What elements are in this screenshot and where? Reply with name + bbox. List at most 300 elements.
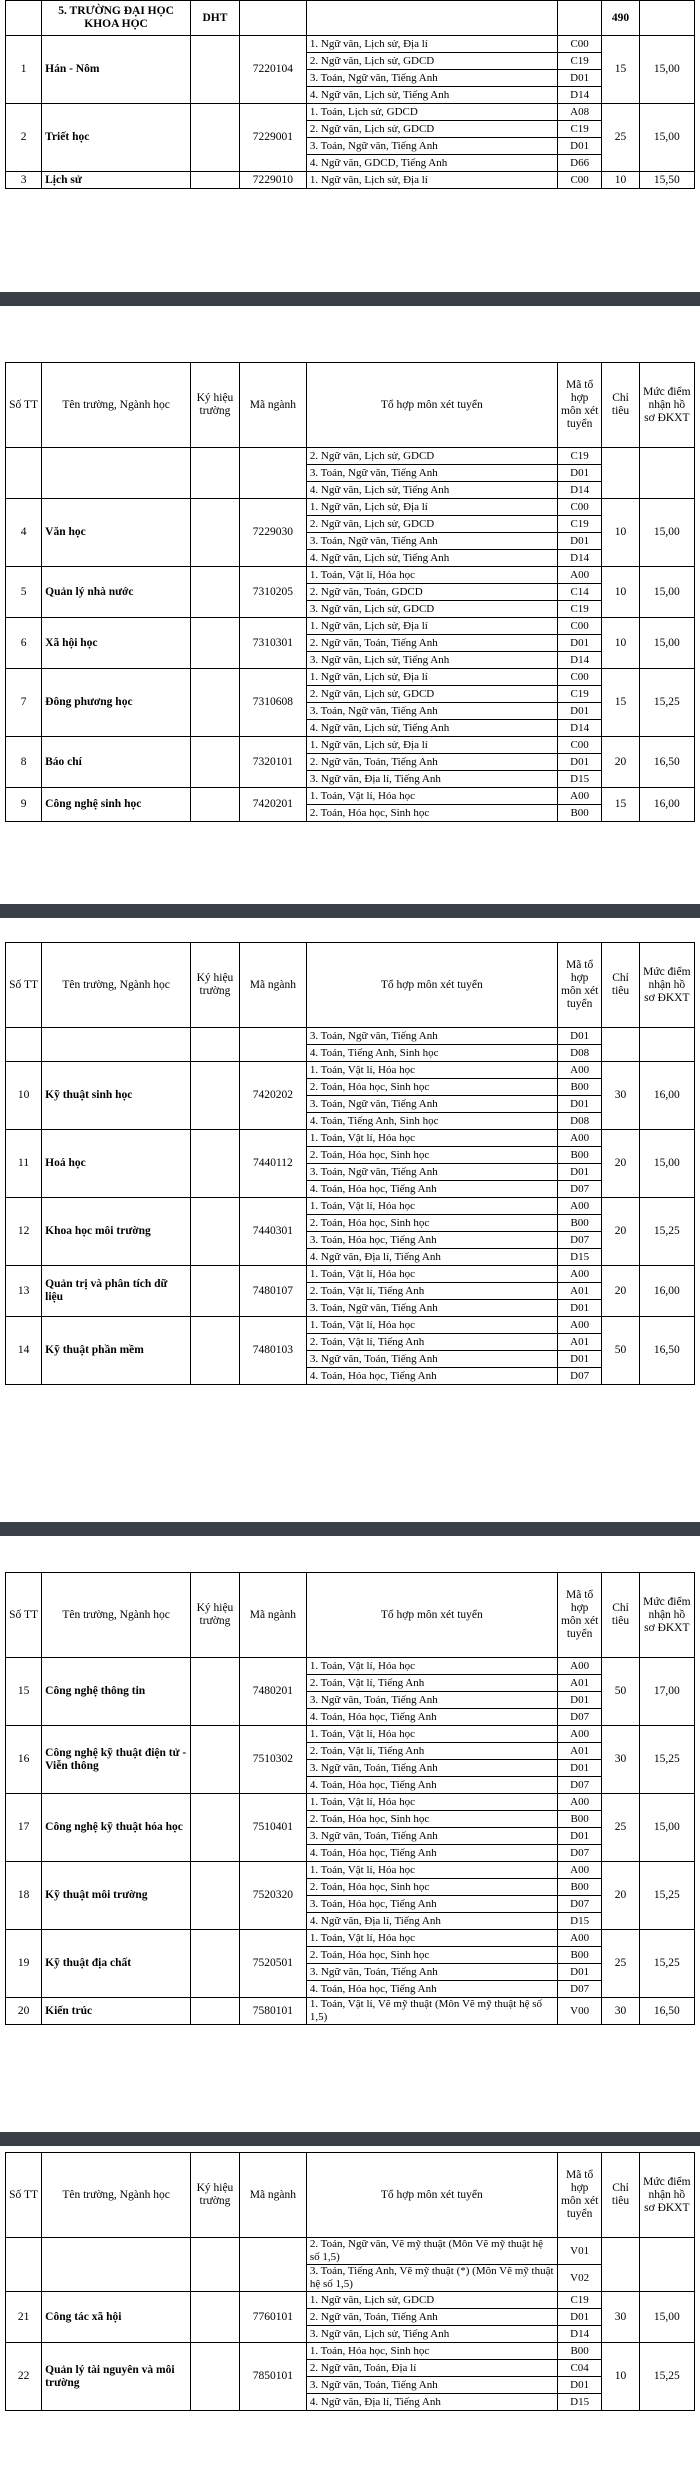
continuation-name xyxy=(42,2238,191,2292)
combo-name: 2. Ngữ văn, Toán, GDCD xyxy=(306,584,557,601)
combo-code: D14 xyxy=(557,652,602,669)
combo-name: 4. Ngữ văn, Địa lí, Tiếng Anh xyxy=(306,2394,557,2411)
major-stt: 5 xyxy=(6,567,42,618)
table-row xyxy=(6,1930,695,1947)
admission-table xyxy=(5,2152,695,2411)
combo-name: 1. Toán, Vật lí, Hóa học xyxy=(306,1198,557,1215)
major-code: 7850101 xyxy=(239,2343,306,2411)
header-stt: Số TT xyxy=(6,363,42,448)
combo-name: 3. Toán, Ngữ văn, Tiếng Anh xyxy=(306,70,557,87)
combo-name: 1. Ngữ văn, Lịch sử, Địa lí xyxy=(306,172,557,189)
combo-code: A01 xyxy=(557,1283,602,1300)
major-score: 15,25 xyxy=(639,1726,694,1794)
combo-code: D07 xyxy=(557,1777,602,1794)
major-name: Công tác xã hội xyxy=(42,2292,191,2343)
major-code: 7760101 xyxy=(239,2292,306,2343)
major-name: Công nghệ thông tin xyxy=(42,1658,191,1726)
major-symbol xyxy=(190,2343,239,2411)
school-code: DHT xyxy=(190,1,239,36)
table-row xyxy=(6,1317,695,1334)
major-symbol xyxy=(190,172,239,189)
header-combo_code: Mã tổ hợp môn xét tuyển xyxy=(557,363,602,448)
combo-name: 4. Ngữ văn, Địa lí, Tiếng Anh xyxy=(306,1913,557,1930)
combo-name: 4. Toán, Hóa học, Tiếng Anh xyxy=(306,1368,557,1385)
combo-name: 3. Ngữ văn, Toán, Tiếng Anh xyxy=(306,1828,557,1845)
combo-name: 1. Toán, Vật lí, Hóa học xyxy=(306,1794,557,1811)
header-score: Mức điểm nhận hồ sơ ĐKXT xyxy=(639,1573,694,1658)
continuation-name xyxy=(42,1028,191,1062)
combo-name: 2. Toán, Hóa học, Sinh học xyxy=(306,1811,557,1828)
table-row xyxy=(6,499,695,516)
page-separator xyxy=(0,904,700,918)
major-symbol xyxy=(190,669,239,737)
table-row xyxy=(6,567,695,584)
combo-code: D14 xyxy=(557,2326,602,2343)
combo-name: 1. Toán, Vật lí, Hóa học xyxy=(306,1930,557,1947)
major-score: 16,00 xyxy=(639,788,694,822)
continuation-quota xyxy=(602,1028,639,1062)
major-symbol xyxy=(190,104,239,172)
combo-code: B00 xyxy=(557,1811,602,1828)
major-code: 7320101 xyxy=(239,737,306,788)
header-symbol: Ký hiệu trường xyxy=(190,2153,239,2238)
page-separator xyxy=(0,292,700,306)
major-score: 15,00 xyxy=(639,1130,694,1198)
major-score: 15,00 xyxy=(639,499,694,567)
major-stt: 2 xyxy=(6,104,42,172)
major-symbol xyxy=(190,1658,239,1726)
major-stt: 12 xyxy=(6,1198,42,1266)
combo-code: A08 xyxy=(557,104,602,121)
header-combo_code: Mã tổ hợp môn xét tuyển xyxy=(557,1573,602,1658)
school-score xyxy=(639,1,694,36)
combo-code: A00 xyxy=(557,1658,602,1675)
combo-name: 1. Toán, Vật lí, Hóa học xyxy=(306,1658,557,1675)
combo-code: D15 xyxy=(557,1913,602,1930)
combo-name: 3. Toán, Tiếng Anh, Vẽ mỹ thuật (*) (Môn Vẽ mỹ thuật hệ số 1,5) xyxy=(306,2265,557,2292)
combo-code: C00 xyxy=(557,737,602,754)
header-combo_code: Mã tổ hợp môn xét tuyển xyxy=(557,943,602,1028)
combo-code: D07 xyxy=(557,1845,602,1862)
table-header-row xyxy=(6,1573,695,1658)
combo-code: C04 xyxy=(557,2360,602,2377)
major-stt: 3 xyxy=(6,172,42,189)
combo-code: D08 xyxy=(557,1045,602,1062)
combo-code: A00 xyxy=(557,1862,602,1879)
header-code: Mã ngành xyxy=(239,1573,306,1658)
major-score: 15,00 xyxy=(639,104,694,172)
table-row xyxy=(6,1794,695,1811)
table-row xyxy=(6,1062,695,1079)
table-row xyxy=(6,172,695,189)
combo-code: C19 xyxy=(557,686,602,703)
combo-name: 1. Toán, Vật lí, Vẽ mỹ thuật (Môn Vẽ mỹ thuật hệ số 1,5) xyxy=(306,1998,557,2025)
continuation-quota xyxy=(602,448,639,499)
combo-name: 4. Toán, Hóa học, Tiếng Anh xyxy=(306,1777,557,1794)
major-quota: 50 xyxy=(602,1317,639,1385)
major-stt: 21 xyxy=(6,2292,42,2343)
table-row xyxy=(6,104,695,121)
major-code: 7420201 xyxy=(239,788,306,822)
combo-name: 2. Ngữ văn, Lịch sử, GDCD xyxy=(306,686,557,703)
major-name: Công nghệ kỹ thuật điện tử - Viễn thông xyxy=(42,1726,191,1794)
combo-code: D01 xyxy=(557,1760,602,1777)
table-row xyxy=(6,36,695,53)
combo-code: V02 xyxy=(557,2265,602,2292)
header-symbol: Ký hiệu trường xyxy=(190,1573,239,1658)
major-quota: 15 xyxy=(602,669,639,737)
table-header-row xyxy=(6,943,695,1028)
combo-name: 1. Ngữ văn, Lịch sử, Địa lí xyxy=(306,499,557,516)
major-score: 16,00 xyxy=(639,1266,694,1317)
major-code: 7480201 xyxy=(239,1658,306,1726)
combo-code: V00 xyxy=(557,1998,602,2025)
combo-name: 2. Ngữ văn, Toán, Địa lí xyxy=(306,2360,557,2377)
combo-code: A00 xyxy=(557,1794,602,1811)
continuation-score xyxy=(639,2238,694,2292)
continuation-name xyxy=(42,448,191,499)
combo-name: 1. Toán, Vật lí, Hóa học xyxy=(306,1317,557,1334)
table-page xyxy=(0,1572,700,2025)
table-row xyxy=(6,788,695,805)
major-symbol xyxy=(190,788,239,822)
major-name: Kỹ thuật địa chất xyxy=(42,1930,191,1998)
major-symbol xyxy=(190,1998,239,2025)
admission-table xyxy=(5,942,695,1385)
combo-name: 3. Ngữ văn, Lịch sử, Tiếng Anh xyxy=(306,652,557,669)
combo-name: 4. Toán, Hóa học, Tiếng Anh xyxy=(306,1845,557,1862)
combo-code: A00 xyxy=(557,1062,602,1079)
major-symbol xyxy=(190,567,239,618)
major-score: 15,00 xyxy=(639,36,694,104)
major-score: 17,00 xyxy=(639,1658,694,1726)
combo-code: C00 xyxy=(557,499,602,516)
major-symbol xyxy=(190,1862,239,1930)
combo-name: 1. Toán, Vật lí, Hóa học xyxy=(306,1266,557,1283)
combo-name: 3. Ngữ văn, Toán, Tiếng Anh xyxy=(306,1964,557,1981)
school-name: 5. TRƯỜNG ĐẠI HỌC KHOA HỌC xyxy=(42,1,191,36)
combo-name: 2. Ngữ văn, Lịch sử, GDCD xyxy=(306,53,557,70)
combo-code: D14 xyxy=(557,550,602,567)
major-stt: 6 xyxy=(6,618,42,669)
combo-name: 3. Ngữ văn, Toán, Tiếng Anh xyxy=(306,2377,557,2394)
major-quota: 20 xyxy=(602,737,639,788)
continuation-row xyxy=(6,2238,695,2265)
major-score: 15,25 xyxy=(639,669,694,737)
combo-name: 2. Ngữ văn, Toán, Tiếng Anh xyxy=(306,754,557,771)
combo-name: 3. Toán, Ngữ văn, Tiếng Anh xyxy=(306,138,557,155)
major-name: Hán - Nôm xyxy=(42,36,191,104)
combo-code: C00 xyxy=(557,172,602,189)
combo-code: A00 xyxy=(557,788,602,805)
combo-code: D15 xyxy=(557,771,602,788)
major-symbol xyxy=(190,1130,239,1198)
combo-code: D07 xyxy=(557,1981,602,1998)
major-stt: 9 xyxy=(6,788,42,822)
table-page xyxy=(0,362,700,822)
combo-code: A00 xyxy=(557,1317,602,1334)
major-name: Hoá học xyxy=(42,1130,191,1198)
major-score: 15,00 xyxy=(639,567,694,618)
major-symbol xyxy=(190,499,239,567)
combo-name: 4. Ngữ văn, Lịch sử, Tiếng Anh xyxy=(306,87,557,104)
major-quota: 50 xyxy=(602,1658,639,1726)
combo-code: D01 xyxy=(557,70,602,87)
combo-code: D15 xyxy=(557,2394,602,2411)
major-score: 15,00 xyxy=(639,1794,694,1862)
combo-code: C00 xyxy=(557,618,602,635)
combo-name: 3. Ngữ văn, Địa lí, Tiếng Anh xyxy=(306,771,557,788)
combo-code: D01 xyxy=(557,1828,602,1845)
page-separator xyxy=(0,2132,700,2146)
major-symbol xyxy=(190,36,239,104)
table-row xyxy=(6,1998,695,2025)
major-stt: 17 xyxy=(6,1794,42,1862)
table-header-row xyxy=(6,363,695,448)
header-quota: Chỉ tiêu xyxy=(602,2153,639,2238)
header-stt: Số TT xyxy=(6,1573,42,1658)
combo-code: V01 xyxy=(557,2238,602,2265)
major-stt: 8 xyxy=(6,737,42,788)
combo-code: A00 xyxy=(557,567,602,584)
combo-code: C00 xyxy=(557,669,602,686)
major-name: Khoa học môi trường xyxy=(42,1198,191,1266)
major-code: 7510401 xyxy=(239,1794,306,1862)
combo-name: 2. Ngữ văn, Lịch sử, GDCD xyxy=(306,448,557,465)
combo-name: 1. Ngữ văn, Lịch sử, GDCD xyxy=(306,2292,557,2309)
major-code: 7440301 xyxy=(239,1198,306,1266)
combo-name: 1. Toán, Vật lí, Hóa học xyxy=(306,1062,557,1079)
header-quota: Chỉ tiêu xyxy=(602,1573,639,1658)
combo-code: B00 xyxy=(557,1947,602,1964)
school-major-code xyxy=(239,1,306,36)
major-stt: 18 xyxy=(6,1862,42,1930)
combo-name: 1. Ngữ văn, Lịch sử, Địa lí xyxy=(306,737,557,754)
header-name: Tên trường, Ngành học xyxy=(42,943,191,1028)
major-code: 7520320 xyxy=(239,1862,306,1930)
school-row xyxy=(6,1,695,36)
major-quota: 30 xyxy=(602,1726,639,1794)
major-code: 7480107 xyxy=(239,1266,306,1317)
major-score: 16,50 xyxy=(639,1317,694,1385)
major-name: Báo chí xyxy=(42,737,191,788)
combo-name: 1. Toán, Lịch sử, GDCD xyxy=(306,104,557,121)
major-quota: 30 xyxy=(602,1998,639,2025)
combo-code: D66 xyxy=(557,155,602,172)
combo-code: A01 xyxy=(557,1743,602,1760)
major-name: Quản lý tài nguyên và môi trường xyxy=(42,2343,191,2411)
combo-name: 2. Toán, Hóa học, Sinh học xyxy=(306,1079,557,1096)
major-quota: 25 xyxy=(602,1930,639,1998)
combo-name: 4. Ngữ văn, Lịch sử, Tiếng Anh xyxy=(306,482,557,499)
major-code: 7310608 xyxy=(239,669,306,737)
major-symbol xyxy=(190,1726,239,1794)
combo-name: 1. Toán, Vật lí, Hóa học xyxy=(306,1130,557,1147)
major-name: Lịch sử xyxy=(42,172,191,189)
combo-name: 2. Toán, Hóa học, Sinh học xyxy=(306,1147,557,1164)
combo-code: D01 xyxy=(557,754,602,771)
major-quota: 25 xyxy=(602,1794,639,1862)
school-stt xyxy=(6,1,42,36)
major-symbol xyxy=(190,1794,239,1862)
major-code: 7520501 xyxy=(239,1930,306,1998)
combo-code: C19 xyxy=(557,121,602,138)
major-name: Kỹ thuật sinh học xyxy=(42,1062,191,1130)
combo-code: D08 xyxy=(557,1113,602,1130)
header-quota: Chỉ tiêu xyxy=(602,943,639,1028)
table-page xyxy=(0,0,700,189)
combo-code: D01 xyxy=(557,2309,602,2326)
major-score: 15,25 xyxy=(639,2343,694,2411)
combo-code: C14 xyxy=(557,584,602,601)
header-quota: Chỉ tiêu xyxy=(602,363,639,448)
combo-code: C19 xyxy=(557,516,602,533)
combo-name: 2. Toán, Ngữ văn, Vẽ mỹ thuật (Môn Vẽ mỹ thuật hệ số 1,5) xyxy=(306,2238,557,2265)
combo-code: D01 xyxy=(557,1300,602,1317)
continuation-code xyxy=(239,1028,306,1062)
major-quota: 10 xyxy=(602,499,639,567)
major-stt: 22 xyxy=(6,2343,42,2411)
combo-code: D01 xyxy=(557,1164,602,1181)
combo-name: 3. Ngữ văn, Lịch sử, GDCD xyxy=(306,601,557,618)
combo-code: D15 xyxy=(557,1249,602,1266)
continuation-stt xyxy=(6,2238,42,2292)
combo-name: 2. Toán, Hóa học, Sinh học xyxy=(306,805,557,822)
combo-name: 4. Toán, Hóa học, Tiếng Anh xyxy=(306,1181,557,1198)
major-quota: 10 xyxy=(602,618,639,669)
major-quota: 20 xyxy=(602,1266,639,1317)
combo-code: A00 xyxy=(557,1726,602,1743)
major-quota: 20 xyxy=(602,1130,639,1198)
combo-name: 2. Ngữ văn, Lịch sử, GDCD xyxy=(306,516,557,533)
major-symbol xyxy=(190,618,239,669)
major-score: 15,25 xyxy=(639,1930,694,1998)
combo-name: 4. Ngữ văn, GDCD, Tiếng Anh xyxy=(306,155,557,172)
major-symbol xyxy=(190,1317,239,1385)
school-quota: 490 xyxy=(602,1,639,36)
header-code: Mã ngành xyxy=(239,943,306,1028)
combo-name: 2. Toán, Hóa học, Sinh học xyxy=(306,1879,557,1896)
major-name: Triết học xyxy=(42,104,191,172)
combo-code: D07 xyxy=(557,1181,602,1198)
table-row xyxy=(6,2292,695,2309)
major-code: 7229010 xyxy=(239,172,306,189)
table-row xyxy=(6,1658,695,1675)
continuation-score xyxy=(639,1028,694,1062)
combo-name: 4. Toán, Hóa học, Tiếng Anh xyxy=(306,1709,557,1726)
header-symbol: Ký hiệu trường xyxy=(190,943,239,1028)
major-code: 7480103 xyxy=(239,1317,306,1385)
admission-table xyxy=(5,0,695,189)
page-separator xyxy=(0,1522,700,1536)
combo-name: 3. Toán, Hóa học, Tiếng Anh xyxy=(306,1896,557,1913)
continuation-code xyxy=(239,2238,306,2292)
combo-name: 3. Ngữ văn, Lịch sử, Tiếng Anh xyxy=(306,2326,557,2343)
major-code: 7220104 xyxy=(239,36,306,104)
combo-code: A01 xyxy=(557,1334,602,1351)
combo-name: 3. Ngữ văn, Toán, Tiếng Anh xyxy=(306,1692,557,1709)
combo-name: 1. Ngữ văn, Lịch sử, Địa lí xyxy=(306,618,557,635)
combo-code: D01 xyxy=(557,2377,602,2394)
major-name: Quản trị và phân tích dữ liệu xyxy=(42,1266,191,1317)
major-name: Công nghệ sinh học xyxy=(42,788,191,822)
major-name: Kỹ thuật môi trường xyxy=(42,1862,191,1930)
major-code: 7440112 xyxy=(239,1130,306,1198)
major-name: Công nghệ kỹ thuật hóa học xyxy=(42,1794,191,1862)
major-name: Xã hội học xyxy=(42,618,191,669)
combo-name: 3. Toán, Ngữ văn, Tiếng Anh xyxy=(306,703,557,720)
major-symbol xyxy=(190,1198,239,1266)
combo-code: B00 xyxy=(557,1079,602,1096)
major-stt: 19 xyxy=(6,1930,42,1998)
header-combo: Tổ hợp môn xét tuyển xyxy=(306,363,557,448)
header-score: Mức điểm nhận hồ sơ ĐKXT xyxy=(639,2153,694,2238)
combo-code: D01 xyxy=(557,635,602,652)
combo-code: D01 xyxy=(557,533,602,550)
combo-code: B00 xyxy=(557,2343,602,2360)
table-row xyxy=(6,1266,695,1283)
combo-name: 1. Toán, Vật lí, Hóa học xyxy=(306,788,557,805)
major-code: 7229030 xyxy=(239,499,306,567)
header-combo: Tổ hợp môn xét tuyển xyxy=(306,2153,557,2238)
header-stt: Số TT xyxy=(6,2153,42,2238)
header-combo: Tổ hợp môn xét tuyển xyxy=(306,1573,557,1658)
major-stt: 14 xyxy=(6,1317,42,1385)
major-stt: 13 xyxy=(6,1266,42,1317)
major-quota: 20 xyxy=(602,1862,639,1930)
combo-code: D14 xyxy=(557,482,602,499)
header-code: Mã ngành xyxy=(239,363,306,448)
table-row xyxy=(6,1130,695,1147)
combo-code: D01 xyxy=(557,1351,602,1368)
major-stt: 7 xyxy=(6,669,42,737)
continuation-symbol xyxy=(190,1028,239,1062)
combo-code: D01 xyxy=(557,1692,602,1709)
combo-name: 4. Ngữ văn, Địa lí, Tiếng Anh xyxy=(306,1249,557,1266)
combo-code: A00 xyxy=(557,1130,602,1147)
continuation-row xyxy=(6,1028,695,1045)
combo-code: D07 xyxy=(557,1368,602,1385)
major-symbol xyxy=(190,1266,239,1317)
major-code: 7420202 xyxy=(239,1062,306,1130)
combo-code: D14 xyxy=(557,87,602,104)
major-stt: 16 xyxy=(6,1726,42,1794)
major-score: 16,50 xyxy=(639,1998,694,2025)
major-code: 7310301 xyxy=(239,618,306,669)
combo-code: A00 xyxy=(557,1266,602,1283)
combo-name: 4. Ngữ văn, Lịch sử, Tiếng Anh xyxy=(306,550,557,567)
combo-code: C19 xyxy=(557,2292,602,2309)
combo-name: 3. Toán, Ngữ văn, Tiếng Anh xyxy=(306,465,557,482)
major-score: 16,00 xyxy=(639,1062,694,1130)
header-score: Mức điểm nhận hồ sơ ĐKXT xyxy=(639,943,694,1028)
combo-name: 3. Toán, Ngữ văn, Tiếng Anh xyxy=(306,1028,557,1045)
combo-name: 3. Toán, Hóa học, Tiếng Anh xyxy=(306,1232,557,1249)
major-score: 15,50 xyxy=(639,172,694,189)
combo-name: 2. Toán, Hóa học, Sinh học xyxy=(306,1947,557,1964)
major-code: 7510302 xyxy=(239,1726,306,1794)
header-code: Mã ngành xyxy=(239,2153,306,2238)
combo-code: D07 xyxy=(557,1709,602,1726)
combo-name: 1. Toán, Vật lí, Hóa học xyxy=(306,567,557,584)
combo-name: 3. Ngữ văn, Toán, Tiếng Anh xyxy=(306,1760,557,1777)
combo-code: D07 xyxy=(557,1232,602,1249)
combo-code: A01 xyxy=(557,1675,602,1692)
continuation-score xyxy=(639,448,694,499)
major-stt: 15 xyxy=(6,1658,42,1726)
combo-code: B00 xyxy=(557,1879,602,1896)
combo-name: 1. Ngữ văn, Lịch sử, Địa lí xyxy=(306,669,557,686)
